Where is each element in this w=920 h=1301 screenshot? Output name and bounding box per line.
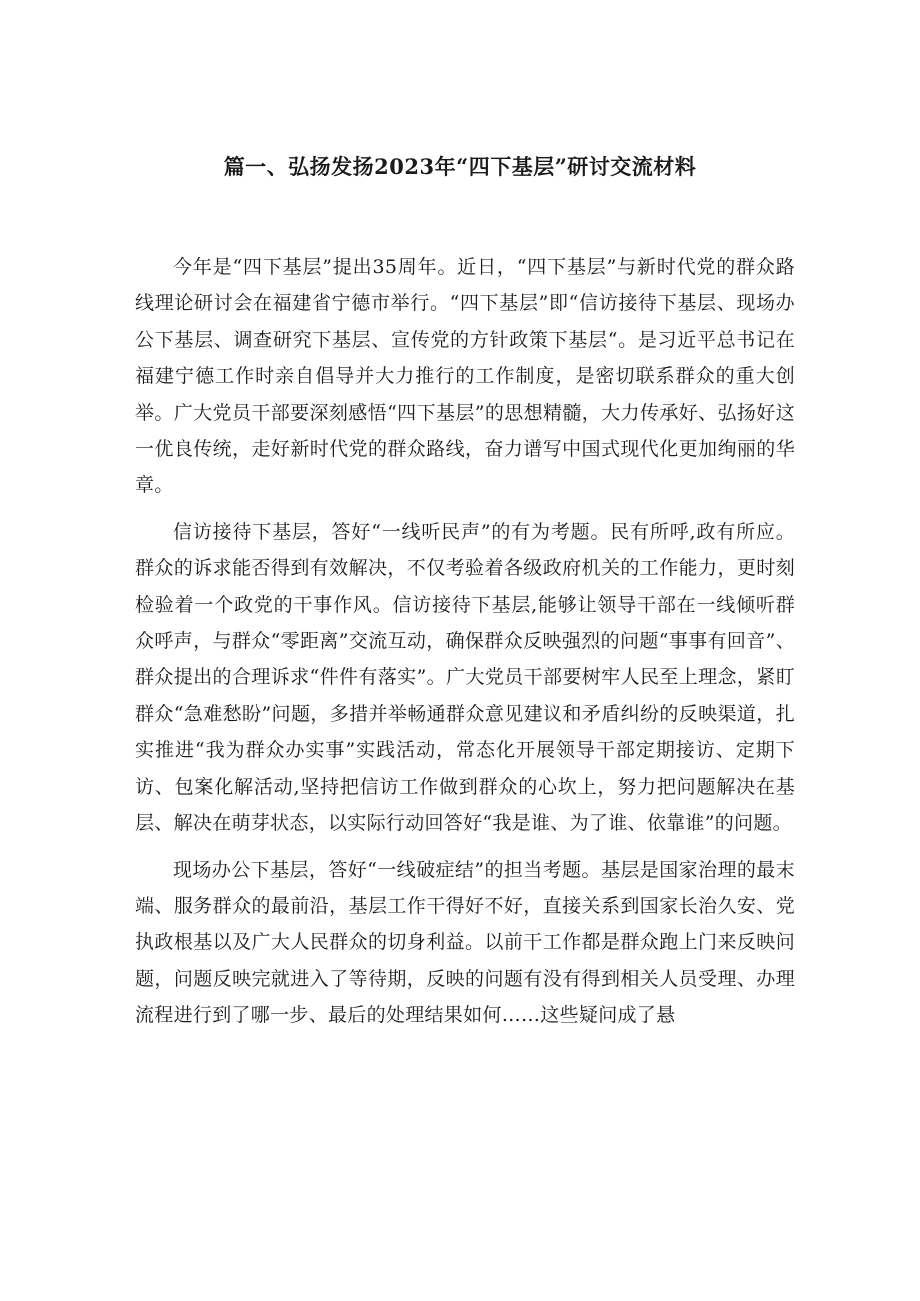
paragraph-1: 今年是“四下基层”提出35周年。近日，“四下基层”与新时代党的群众路线理论研讨会在福建省宁德市举行。“四下基层”即“信访接待下基层、现场办公下基层、调查研究下基层、宣传党的方针政策下基层“。是习近平总书记在福建宁德工作时亲自倡导并大力推行的工作制度，是密切联系群众的重大创举。广大党员干部要深刻感悟“四下基层”的思想精髓，大力传承好、弘扬好这一优良传统，走好新时代党的群众路线，奋力谱写中国式现代化更加绚丽的华章。	[135, 256, 795, 497]
document-body	[135, 249, 795, 1044]
document-title: 篇一、弘扬发扬2023年“四下基层”研讨交流材料	[223, 154, 697, 179]
paragraph-2: 信访接待下基层，答好“一线听民声”的有为考题。民有所呼,政有所应。群众的诉求能否得到有效解决，不仅考验着各级政府机关的工作能力，更时刻检验着一个政党的干事作风。信访接待下基层,能够让领导干部在一线倾听群众呼声，与群众“零距离”交流互动，确保群众反映强烈的问题“事事有回音”、群众提出的合理诉求“件件有落实”。广大党员干部要树牢人民至上理念，紧盯群众“急难愁盼”问题，多措并举畅通群众意见建议和矛盾纠纷的反映渠道，扎实推进“我为群众办实事”实践活动，常态化开展领导干部定期接访、定期下访、包案化解活动,坚持把信访工作做到群众的心坎上，努力把问题解决在基层、解决在萌芽状态，以实际行动回答好“我是谁、为了谁、依靠谁”的问题。	[135, 520, 795, 835]
paragraph-3: 现场办公下基层，答好“一线破症结”的担当考题。基层是国家治理的最末端、服务群众的最前沿，基层工作干得好不好，直接关系到国家长治久安、党执政根基以及广大人民群众的切身利益。以前干工作都是群众跑上门来反映问题，问题反映完就进入了等待期，反映的问题有没有得到相关人员受理、办理流程进行到了哪一步、最后的处理结果如何……这些疑问成了悬	[135, 858, 795, 1027]
